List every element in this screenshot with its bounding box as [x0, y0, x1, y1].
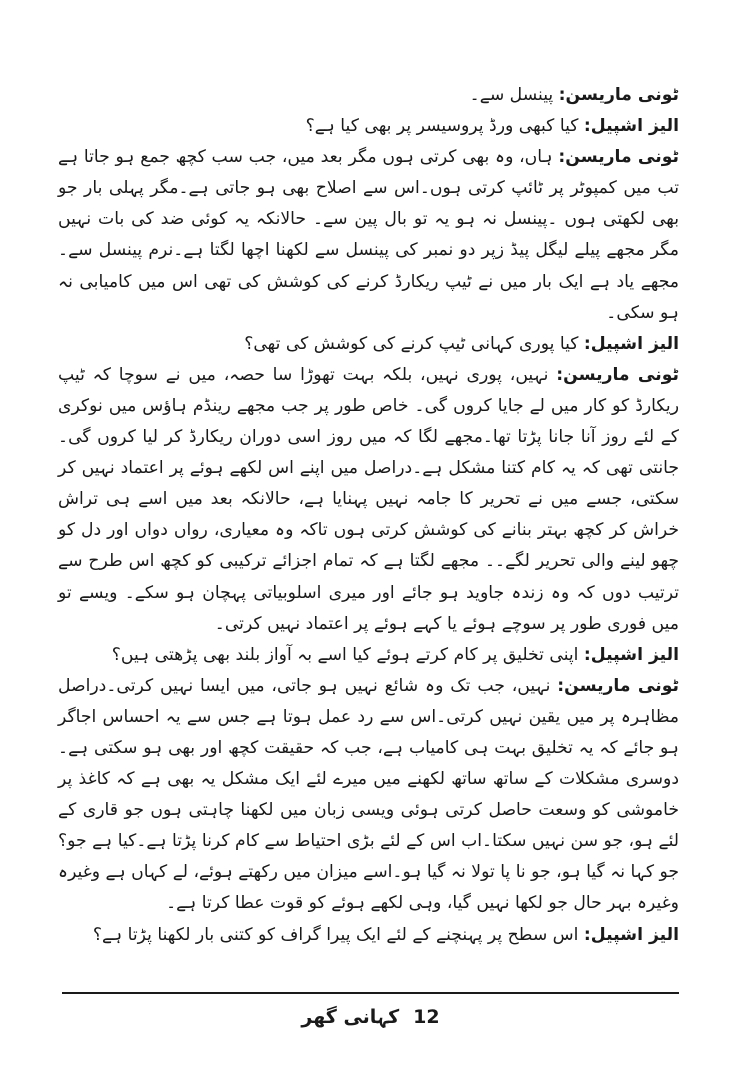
paragraph-text: ہاں، وہ بھی کرتی ہوں مگر بعد میں، جب سب کچھ جمع ہو جاتا ہے تب میں کمپوٹر پر ٹائپ کرتی ہوں۔اس سے اصلاح بھی ہو جاتی ہے۔مگر پہلی بار جو بھی لکھتی ہوں ۔پینسل نہ ہو یہ تو بال پین سے۔ حالانکہ یہ کوئی ضد کی بات نہیں مگر مجھے پیلے لیگل پیڈ زپر دو نمبر کی پینسل سے لکھنا اچھا لگتا ہے۔نرم پینسل سے۔ مجھے یاد ہے ایک بار میں نے ٹیپ ریکارڈ کرنے کی کوشش کی تھی اس میں کامیابی نہ ہو سکی۔ [58, 147, 679, 323]
paragraph [58, 329, 679, 360]
footer-divider [62, 992, 679, 994]
speaker-name: ٹونی ماریسن: [558, 85, 679, 105]
paragraph-text: نہیں، جب تک وہ شائع نہیں ہو جاتی، میں ایسا نہیں کرتی۔دراصل مظاہرہ پر میں یقین نہیں کرتی۔اس سے رد عمل ہوتا ہے جس سے یہ احساس اجاگر ہو جائے کہ یہ تخلیق بہت ہی کامیاب ہے، جب کہ حقیقت کچھ اور بھی ہو سکتی ہے۔دوسری مشکلات کے ساتھ ساتھ لکھنے میں میرے لئے ایک مشکل یہ بھی ہے کہ کاغذ پر خاموشی کو وسعت حاصل کرتی ہوئی ویسی زبان میں لکھنا چاہتی ہوں جو قاری کے لئے ہو، جو سن نہیں سکتا۔اب اس کے لئے بڑی احتیاط سے کام کرنا پڑتا ہے۔کیا ہے جو؟ جو کہا نہ گیا ہو، جو نا پا تولا نہ گیا ہو۔اسے میزان میں رکھتے ہوئے، لے کہاں ہے وغیرہ وغیرہ بہر حال جو لکھا نہیں گیا، وہی لکھے ہوئے کو قوت عطا کرتا ہے۔ [58, 675, 679, 914]
paragraph-text: کیا پوری کہانی ٹیپ کرنے کی کوشش کی تھی؟ [244, 333, 579, 354]
magazine-name: کہانی گھر [301, 1006, 400, 1028]
paragraph [58, 671, 679, 920]
paragraph [58, 80, 679, 111]
paragraph [58, 360, 679, 640]
paragraph-text: اس سطح پر پہنچنے کے لئے ایک پیرا گراف کو کتنی بار لکھنا پڑتا ہے؟ [92, 924, 579, 945]
page-footer [0, 1006, 741, 1028]
speaker-name: ٹونی ماریسن: [556, 364, 679, 385]
paragraph-text: نہیں، پوری نہیں، بلکہ بہت تھوڑا سا حصہ، میں نے سوچا کہ ٹیپ ریکارڈ کو کار میں لے جایا کروں گی۔ خاص طور پر جب مجھے رینڈم ہاؤس میں نوکری کے لئے روز آنا جانا پڑتا تھا۔مجھے لگا کہ میں روز اسی دوران ریکارڈ کر لیا کروں گی۔ جانتی تھی کہ یہ کام کتنا مشکل ہے۔دراصل میں اپنے اس لکھے ہوئے پر اعتماد نہیں کر سکتی، جسے میں نے تحریر کا جامہ نہیں پہنایا ہے، حالانکہ بعد میں اسے ہی تراش خراش کر کچھ بہتر بنانے کی کوشش کرتی ہوں تاکہ وہ معیاری، رواں دواں اور دل کو چھو لینے والی تحریر لگے۔۔ مجھے لگتا ہے کہ تمام اجزائے ترکیبی کو کچھ اس طرح سے ترتیب دوں کہ وہ زندہ جاوید ہو جائے اور میری اسلوبیاتی پہچان ہو سکے۔ ویسے تو میں فوری طور پر سوچے ہوئے یا کہے ہوئے پر اعتماد نہیں کرتی۔ [58, 364, 679, 634]
interview-text [58, 80, 679, 951]
paragraph [58, 111, 679, 142]
speaker-name: الیز اشپیل: [583, 644, 679, 665]
speaker-name: ٹونی ماریسن: [558, 147, 679, 168]
paragraph-text: کیا کبھی ورڈ پروسیسر پر بھی کیا ہے؟ [305, 116, 579, 137]
paragraph [58, 920, 679, 951]
paragraph [58, 640, 679, 671]
speaker-name: الیز اشپیل: [583, 116, 679, 137]
speaker-name: الیز اشپیل: [583, 333, 679, 354]
speaker-name: ٹونی ماریسن: [557, 675, 679, 696]
paragraph [58, 142, 679, 329]
page-number: 12 [413, 1006, 440, 1028]
speaker-name: الیز اشپیل: [583, 924, 679, 945]
paragraph-text: پینسل سے۔ [469, 85, 554, 105]
paragraph-text: اپنی تخلیق پر کام کرتے ہوئے کیا اسے بہ آواز بلند بھی پڑھتی ہیں؟ [111, 644, 579, 665]
